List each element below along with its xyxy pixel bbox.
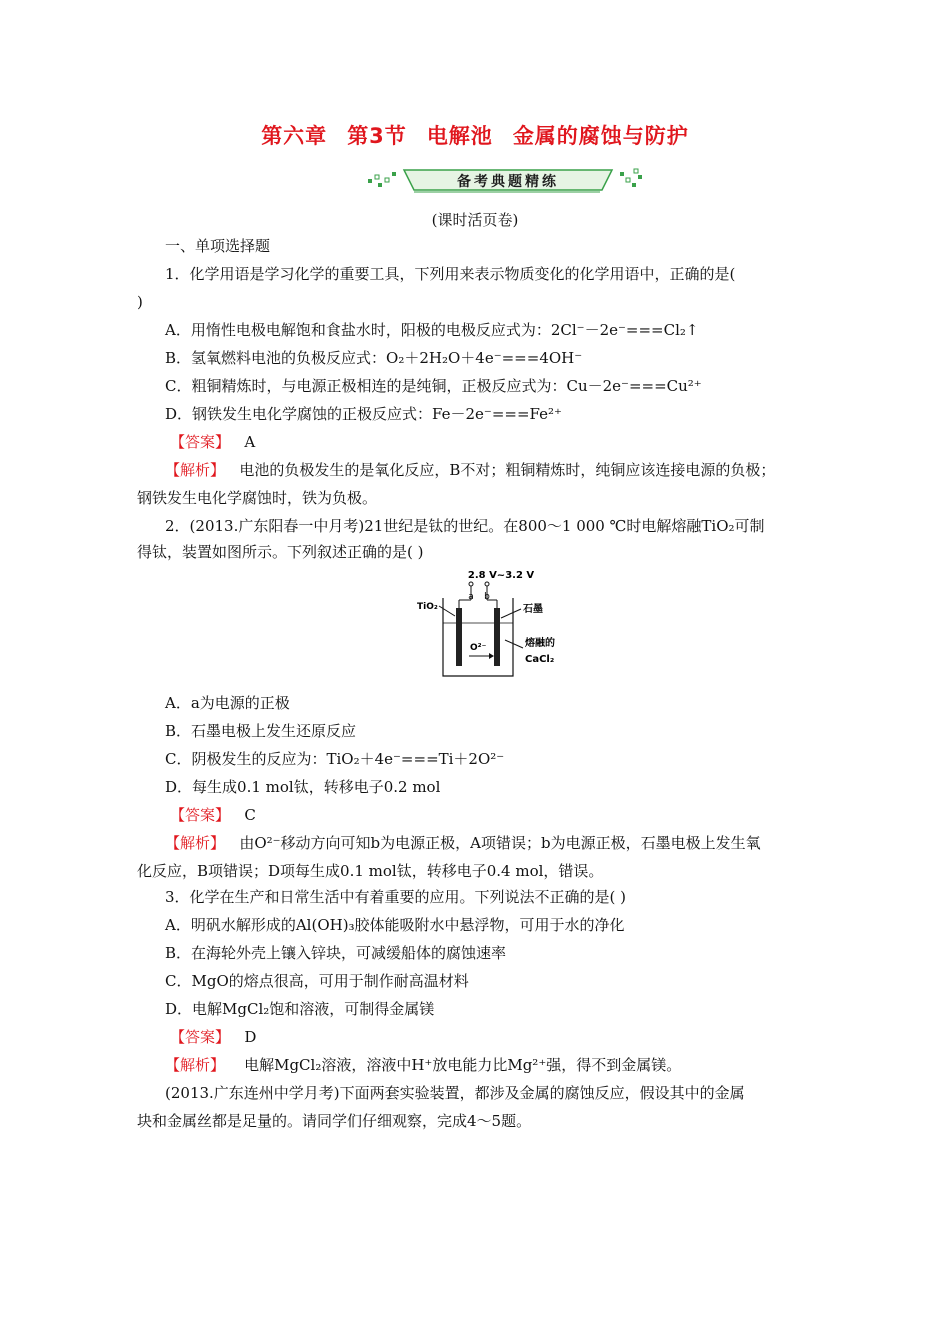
section-banner (368, 166, 646, 194)
banner-dots-right-icon (620, 169, 642, 187)
q2-option-b: B．石墨电极上发生还原反应 (165, 722, 357, 740)
figure-label-melt-2: CaCl₂ (525, 654, 555, 665)
q1-option-c: C．粗铜精炼时，与电源正极相连的是纯铜，正极反应式为：Cu－2e⁻===Cu²⁺ (165, 377, 702, 395)
title-section: 第3节 (347, 124, 407, 148)
q2-analysis (165, 832, 761, 854)
q45-intro-1: (2013.广东连州中学月考)下面两套实验装置，都涉及金属的腐蚀反应，假设其中的金属 (165, 1084, 745, 1102)
subtitle: (课时活页卷) (431, 211, 519, 229)
analysis-tag: 【解析】 (165, 834, 226, 852)
q1-analysis-text-1: 电池的负极发生的是氧化反应，B不对；粗铜精炼时，纯铜应该连接电源的负极； (239, 461, 776, 479)
q3-answer (170, 1026, 256, 1048)
q1-analysis-text-2: 钢铁发生电化学腐蚀时，铁为负极。 (137, 489, 378, 507)
figure-label-tio2: TiO₂ (417, 602, 438, 612)
figure-label-ion: O²⁻ (470, 643, 487, 653)
banner-dots-left-icon (368, 172, 396, 187)
answer-tag: 【答案】 (170, 806, 231, 824)
q3-option-c: C．MgO的熔点很高，可用于制作耐高温材料 (165, 972, 469, 990)
q1-stem-end: ) (137, 293, 143, 311)
title-topic: 电解池 (426, 124, 493, 148)
q3-analysis (165, 1054, 681, 1076)
q2-analysis-text-2: 化反应，B项错误；D项每生成0.1 mol钛，转移电子0.4 mol，错误。 (137, 862, 604, 880)
answer-tag: 【答案】 (170, 433, 231, 451)
q1-answer-value: A (244, 433, 256, 451)
title-subtopic: 金属的腐蚀与防护 (512, 124, 689, 148)
figure-label-graphite: 石墨 (523, 604, 543, 615)
figure-voltage-label: 2.8 V~3.2 V (467, 570, 535, 581)
answer-tag: 【答案】 (170, 1028, 231, 1046)
title-chapter: 第六章 (261, 124, 328, 148)
q3-answer-value: D (244, 1028, 257, 1046)
q2-answer-value: C (244, 806, 256, 824)
q1-option-b: B．氢氧燃料电池的负极反应式：O₂＋2H₂O＋4e⁻===4OH⁻ (165, 349, 583, 367)
q1-analysis (165, 459, 775, 481)
q2-stem-2: 得钛，装置如图所示。下列叙述正确的是( ) (137, 543, 424, 561)
analysis-tag: 【解析】 (165, 461, 226, 479)
q2-answer (170, 804, 256, 826)
q2-analysis-text-1: 由O²⁻移动方向可知b为电源正极，A项错误；b为电源正极，石墨电极上发生氧 (239, 834, 761, 852)
figure-label-a: a (468, 592, 474, 602)
section-heading: 一、单项选择题 (165, 237, 271, 255)
q1-option-a: A．用惰性电极电解饱和食盐水时，阳极的电极反应式为：2Cl⁻－2e⁻===Cl₂↑ (165, 321, 699, 339)
q3-stem: 3．化学在生产和日常生活中有着重要的应用。下列说法不正确的是( ) (165, 888, 627, 906)
q1-stem: 1．化学用语是学习化学的重要工具，下列用来表示物质变化的化学用语中，正确的是( (165, 265, 736, 283)
q1-answer (170, 431, 255, 453)
page-title (0, 120, 950, 150)
figure-label-b: b (484, 592, 490, 602)
q45-intro-2: 块和金属丝都是足量的。请同学们仔细观察，完成4～5题。 (137, 1112, 532, 1130)
q3-analysis-text: 电解MgCl₂溶液，溶液中H⁺放电能力比Mg²⁺强，得不到金属镁。 (244, 1056, 682, 1074)
q2-option-a: A．a为电源的正极 (165, 694, 290, 712)
q2-option-d: D．每生成0.1 mol钛，转移电子0.2 mol (165, 778, 441, 796)
q2-option-c: C．阴极发生的反应为：TiO₂＋4e⁻===Ti＋2O²⁻ (165, 750, 505, 768)
banner-text: 备考典题精练 (457, 174, 559, 190)
arrow-right-icon (489, 653, 494, 659)
q3-option-d: D．电解MgCl₂饱和溶液，可制得金属镁 (165, 1000, 435, 1018)
q3-option-b: B．在海轮外壳上镶入锌块，可减缓船体的腐蚀速率 (165, 944, 507, 962)
q1-option-d: D．钢铁发生电化学腐蚀的正极反应式：Fe－2e⁻===Fe²⁺ (165, 405, 562, 423)
q3-option-a: A．明矾水解形成的Al(OH)₃胶体能吸附水中悬浮物，可用于水的净化 (165, 916, 625, 934)
figure-label-melt-1: 熔融的 (525, 638, 555, 649)
analysis-tag: 【解析】 (165, 1056, 226, 1074)
q2-stem-1: 2．(2013.广东阳春一中月考)21世纪是钛的世纪。在800～1 000 ℃时电解熔融TiO₂可制 (165, 517, 765, 535)
electrolysis-figure (415, 568, 575, 683)
